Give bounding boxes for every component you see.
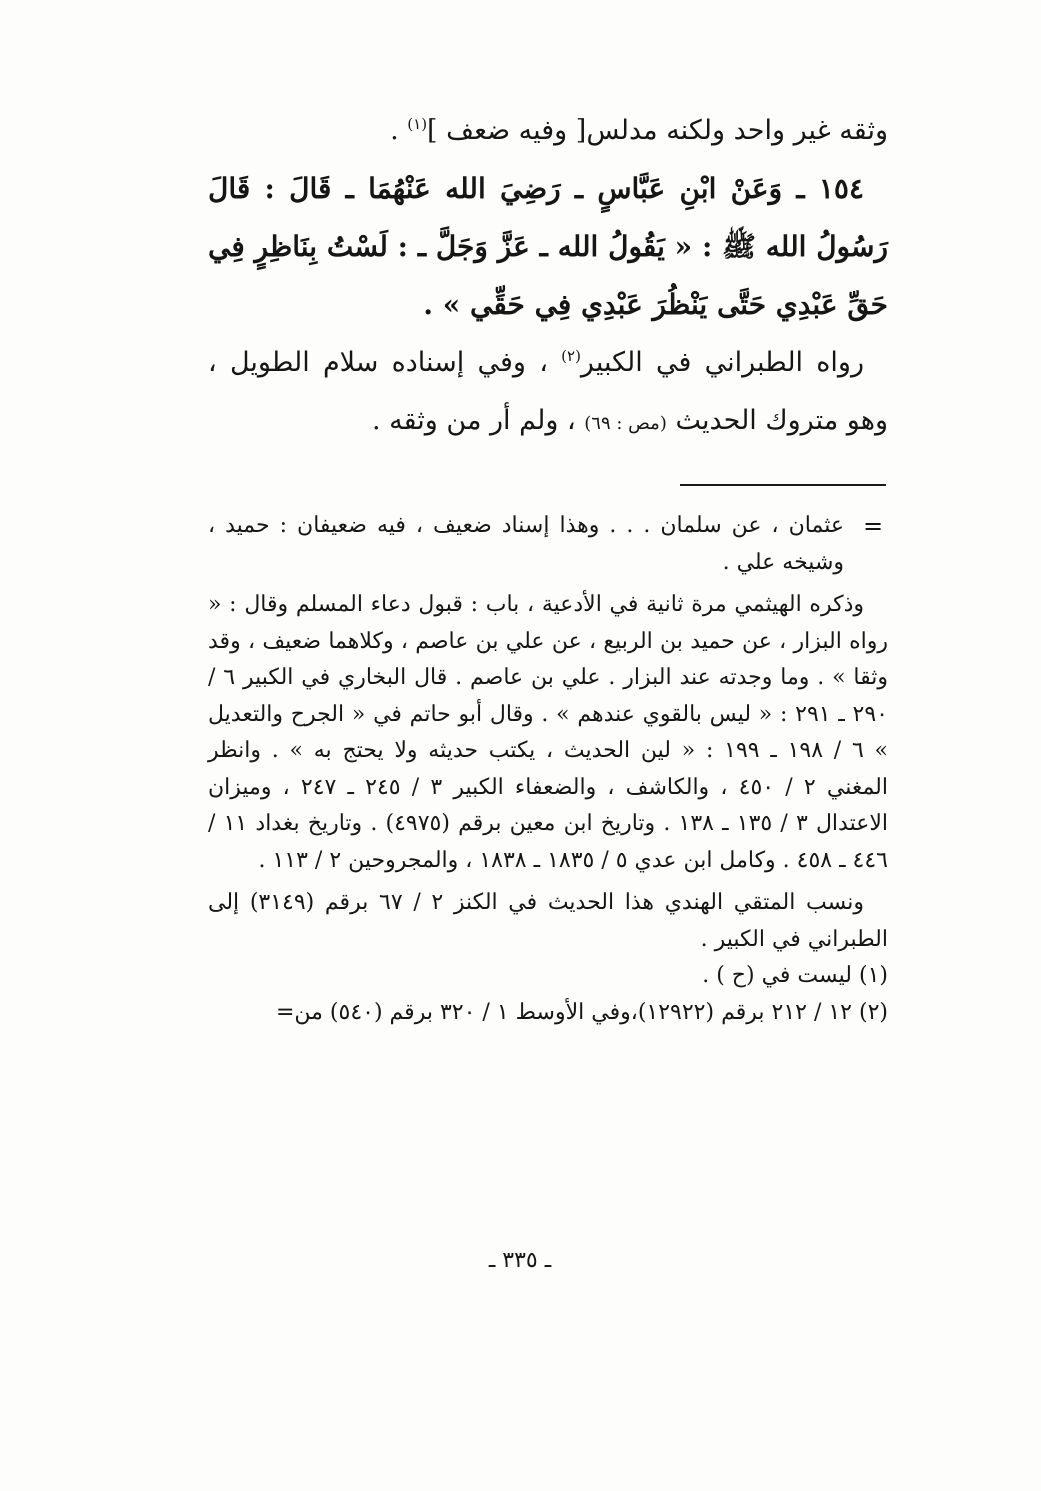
takhrij-text xyxy=(208,334,888,453)
continuation-mark: = xyxy=(862,512,884,540)
footnote-2 xyxy=(208,995,888,1032)
footnote-2-text: (٢) ١٢ / ٢١٢ برقم (١٢٩٢٢)،وفي الأوسط ١ / ٣٢٠ برقم (٥٤٠) من xyxy=(294,999,888,1025)
note-paragraph-2: وذكره الهيثمي مرة ثانية في الأدعية ، باب : قبول دعاء المسلم وقال : « رواه البزار ، عن حميد بن الربيع ، عن علي بن عاصم ، وكلاهما ضعيف ، وقد وثقا » . وما وجدته عند البزار . علي بن عاصم . قال البخاري في الكبير ٦ / ٢٩٠ ـ ٢٩١ : « ليس بالقوي عندهم » . وقال أبو حاتم في « الجرح والتعديل » ٦ / ١٩٨ ـ ١٩٩ : « لين الحديث ، يكتب حديثه ولا يحتج به » . وانظر المغني ٢ / ٤٥٠ ، والكاشف ، والضعفاء الكبير ٣ / ٢٤٥ ـ ٢٤٧ ، وميزان الاعتدال ٣ / ١٣٥ ـ ١٣٨ . وتاريخ ابن معين برقم (٤٩٧٥) . وتاريخ بغداد ١١ / ٤٤٦ ـ ٤٥٨ . وكامل ابن عدي ٥ / ١٨٣٥ ـ ١٨٣٨ ، والمجروحين ٢ / ١١٣ . xyxy=(208,592,889,873)
footnote-ref-2: (٢) xyxy=(561,347,581,365)
footnote-ref-1: (١) xyxy=(407,115,428,133)
footnote-separator xyxy=(680,484,886,486)
note-paragraph-1: عثمان ، عن سلمان . . . وهذا إسناد ضعيف ، فيه ضعيفان : حميد ، وشيخه علي . xyxy=(208,513,844,575)
footnotes xyxy=(208,508,888,1031)
main-line-1-end: . xyxy=(390,115,408,146)
hadith-text: ١٥٤ ـ وَعَنْ ابْنِ عَبَّاسٍ ـ رَضِيَ الله عَنْهُمَا ـ قَالَ : قَالَ رَسُولُ الله ﷺ : « يَقُولُ الله ـ عَزَّ وَجَلَّ ـ : لَسْتُ بِنَاظِرٍ فِي حَقِّ عَبْدِي حَتَّى يَنْظُرَ عَبْدِي فِي حَقِّي » . xyxy=(208,172,888,321)
main-text xyxy=(208,102,888,453)
main-line-1 xyxy=(208,102,888,160)
takhrij-part-c: ، ولم أر من وثقه . xyxy=(371,405,585,436)
main-line-1-text: وثقه غير واحد ولكنه مدلس[ وفيه ضعف ] xyxy=(427,115,888,146)
page-number: ـ ٣٣٥ ـ xyxy=(488,1248,552,1273)
footnote-2-continuation: = xyxy=(275,999,295,1025)
takhrij-part-b: ، وفي إسناده سلام الطويل ، وهو متروك الحديث xyxy=(208,347,888,436)
manuscript-ref: (مص : ٦٩) xyxy=(584,413,667,434)
footnote-1: (١) ليست في (ح ) . xyxy=(702,963,888,988)
takhrij-part-a: رواه الطبراني في الكبير xyxy=(580,347,865,378)
note-paragraph-3: ونسب المتقي الهندي هذا الحديث في الكنز ٢ / ٦٧ برقم (٣١٤٩) إلى الطبراني في الكبير . xyxy=(208,890,888,952)
